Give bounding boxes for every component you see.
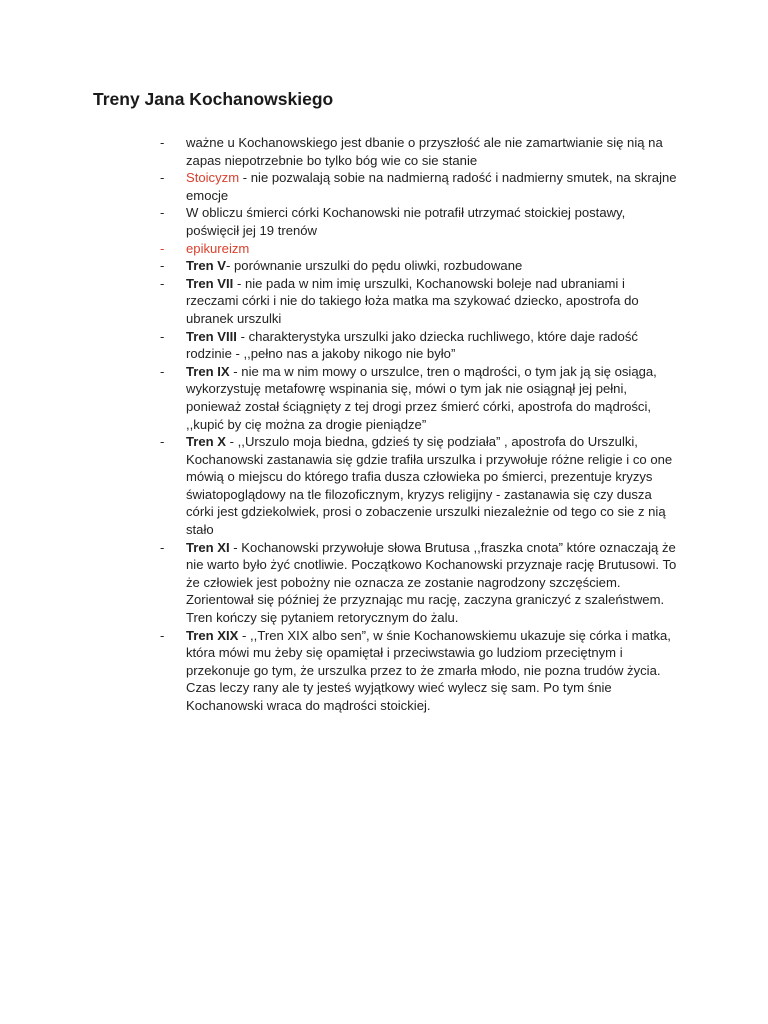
list-item-text: - nie pada w nim imię urszulki, Kochanowski boleje nad ubraniami i rzeczami córki i nie do takiego łoża matka ma szykować dziecko, apostrofa do ubranek urszulki <box>186 275 639 326</box>
list-item-text: - porównanie urszulki do pędu oliwki, rozbudowane <box>226 258 523 274</box>
list-item-text: ważne u Kochanowskiego jest dbanie o przyszłość ale nie zamartwianie się nią na zapas niepotrzebnie bo tylko bóg wie co sie stanie <box>186 135 663 168</box>
list-item-text: - nie pozwalają sobie na nadmierną radość i nadmierny smutek, na skrajne emocje <box>186 170 677 203</box>
list-item-text: - nie ma w nim mowy o urszulce, tren o mądrości, o tym jak ją się osiąga, wykorzystuję metafowrę wspinania się, mówi o tym jak nie osiągnął jej pełni, ponieważ został ściągnięty z tej drogi przez śmierć córki, apostrofa do mądrości, ,,kupić by cię można za drogie pieniądze” <box>186 363 657 432</box>
list-item <box>160 363 680 433</box>
tren-heading: Tren V <box>186 258 227 274</box>
tren-heading: Tren VIII <box>186 328 237 344</box>
list-dash: - <box>160 205 165 221</box>
document-title: Treny Jana Kochanowskiego <box>93 89 334 109</box>
list-item <box>160 257 680 275</box>
tren-heading: Tren IX <box>186 363 230 379</box>
list-item-text: W obliczu śmierci córki Kochanowski nie potrafił utrzymać stoickiej postawy, poświęcił jej 19 trenów <box>186 205 626 238</box>
list-item <box>160 240 680 258</box>
list-item <box>160 134 680 169</box>
list-dash: - <box>160 275 165 291</box>
list-item <box>160 204 680 239</box>
list-item <box>160 169 680 204</box>
list-item-text: - Kochanowski przywołuje słowa Brutusa ,,fraszka cnota” które oznaczają że nie warto było żyć cnotliwie. Początkowo Kochanowski przyznaje rację Brutusowi. To że człowiek jest pobożny nie oznacza ze zostanie nagrodzony szczęściem. Zorientował się później że przyznając mu rację, zaczyna graniczyć z szaleństwem. Tren kończy się pytaniem retorycznym do żalu. <box>186 539 677 626</box>
tren-heading: Tren XIX <box>186 627 239 643</box>
list-dash: - <box>160 240 165 256</box>
highlight-term-stoicism: Stoicyzm <box>186 170 240 186</box>
list-dash: - <box>160 627 165 643</box>
list-dash: - <box>160 539 165 555</box>
list-item <box>160 627 680 715</box>
tren-heading: Tren X <box>186 434 227 450</box>
tren-heading: Tren XI <box>186 539 230 555</box>
list-dash: - <box>160 363 165 379</box>
list-dash: - <box>160 170 165 186</box>
list-item <box>160 539 680 627</box>
list-dash: - <box>160 135 165 150</box>
list-item <box>160 275 680 328</box>
list-item <box>160 433 680 539</box>
highlight-term-epicureanism: epikureizm <box>186 240 250 256</box>
list-item <box>160 328 680 363</box>
list-dash: - <box>160 258 165 274</box>
list-dash: - <box>160 328 165 344</box>
list-item-text: - ,,Tren XIX albo sen”, w śnie Kochanowskiemu ukazuje się córka i matka, która mówi mu żeby się opamiętał i przeciwstawia go ludziom przeciętnym i przekonuje go tym, że urszulka przez to że zmarła młodo, nie pozna trudów życia. Czas leczy rany ale ty jesteś wyjątkowy wieć wylecz się sam. Po tym śnie Kochanowski wraca do mądrości stoickiej. <box>186 627 671 713</box>
notes-list <box>160 134 680 715</box>
list-item-text: - ,,Urszulo moja biedna, gdzieś ty się podziała” , apostrofa do Urszulki, Kochanowski zastanawia się gdzie trafiła urszulka i przywołuje różne religie i co one mówią o miejscu do którego trafia dusza człowieka po śmierci, prezentuje kryzys światopoglądowy na tle filozoficznym, kryzys religijny - zastanawia się czy dusza córki jest gdziekolwiek, prosi o zobaczenie urszulki niezależnie od tego co sie z nią stało <box>186 434 673 538</box>
list-dash: - <box>160 434 165 450</box>
tren-heading: Tren VII <box>186 275 234 291</box>
list-item-text: - charakterystyka urszulki jako dziecka ruchliwego, które daje radość rodzinie - ,,pełno nas a jakoby nikogo nie było” <box>186 328 638 362</box>
